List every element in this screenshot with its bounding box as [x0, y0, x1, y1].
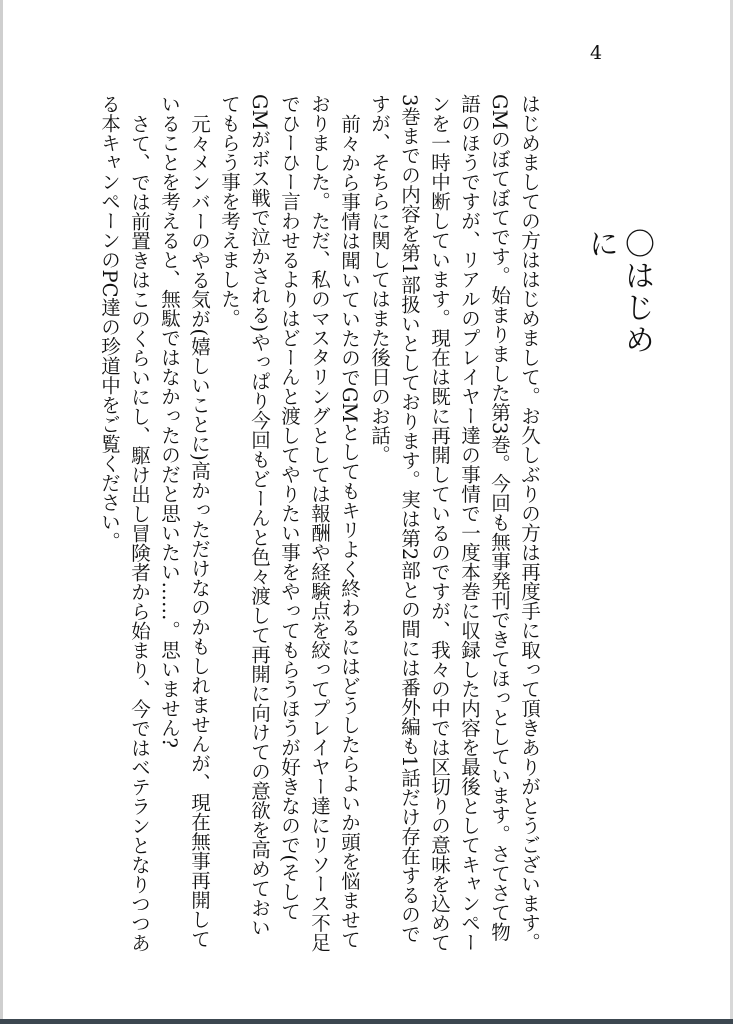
page-edge-left [0, 0, 3, 1024]
paragraph-2: 前々から事情は聞いていたのでGMとしてもキリよく終わるにはどうしたらよいか頭を悩ませておりました。ただ、私のマスタリングとしては報酬や経験点を絞ってプレイヤー達にリソース不足でひーひー言わせるよりはどーんと渡してやりたい事をやってもらうほうが好きなので(そしてGMがボス戦で泣かされる)やっぱり今回もどーんと色々渡して再開に向けての意欲を高めておいてもらう事を考えました。 [218, 94, 361, 952]
paragraph-4: さて、では前置きはこのくらいにし、駆け出し冒険者から始まり、今ではベテランとなりつつある本キャンペーンのPC達の珍道中をご覧ください。 [98, 94, 151, 952]
paragraph-1: はじめましての方ははじめまして。お久しぶりの方は再度手に取って頂きありがとうございます。GMのぼてぼてです。始まりました第3巻。今回も無事発刊できてほっとしています。さてさて物語のほうですが、リアルのプレイヤー達の事情で一度本巻に収録した内容を最後としてキャンペーンを一時中断しています。現在は既に再開しているのですが、我々の中では区切りの意味を込めて3巻までの内容を第1部扱いとしております。実は第2部との間には番外編も1話だけ存在するのですが、そちらに関してはまた後日のお話。 [368, 94, 541, 952]
body-text [92, 94, 544, 954]
chapter-title: 〇はじめに [583, 228, 654, 356]
page-number: 4 [589, 42, 603, 64]
paragraph-3: 元々メンバーのやる気が(嬉しいことに)高かっただけなのかもしれませんが、現在無事再開していることを考えると、無駄ではなかったのだと思いたい……。思いません? [158, 94, 211, 948]
viewer-bottom-bar [0, 1019, 733, 1024]
